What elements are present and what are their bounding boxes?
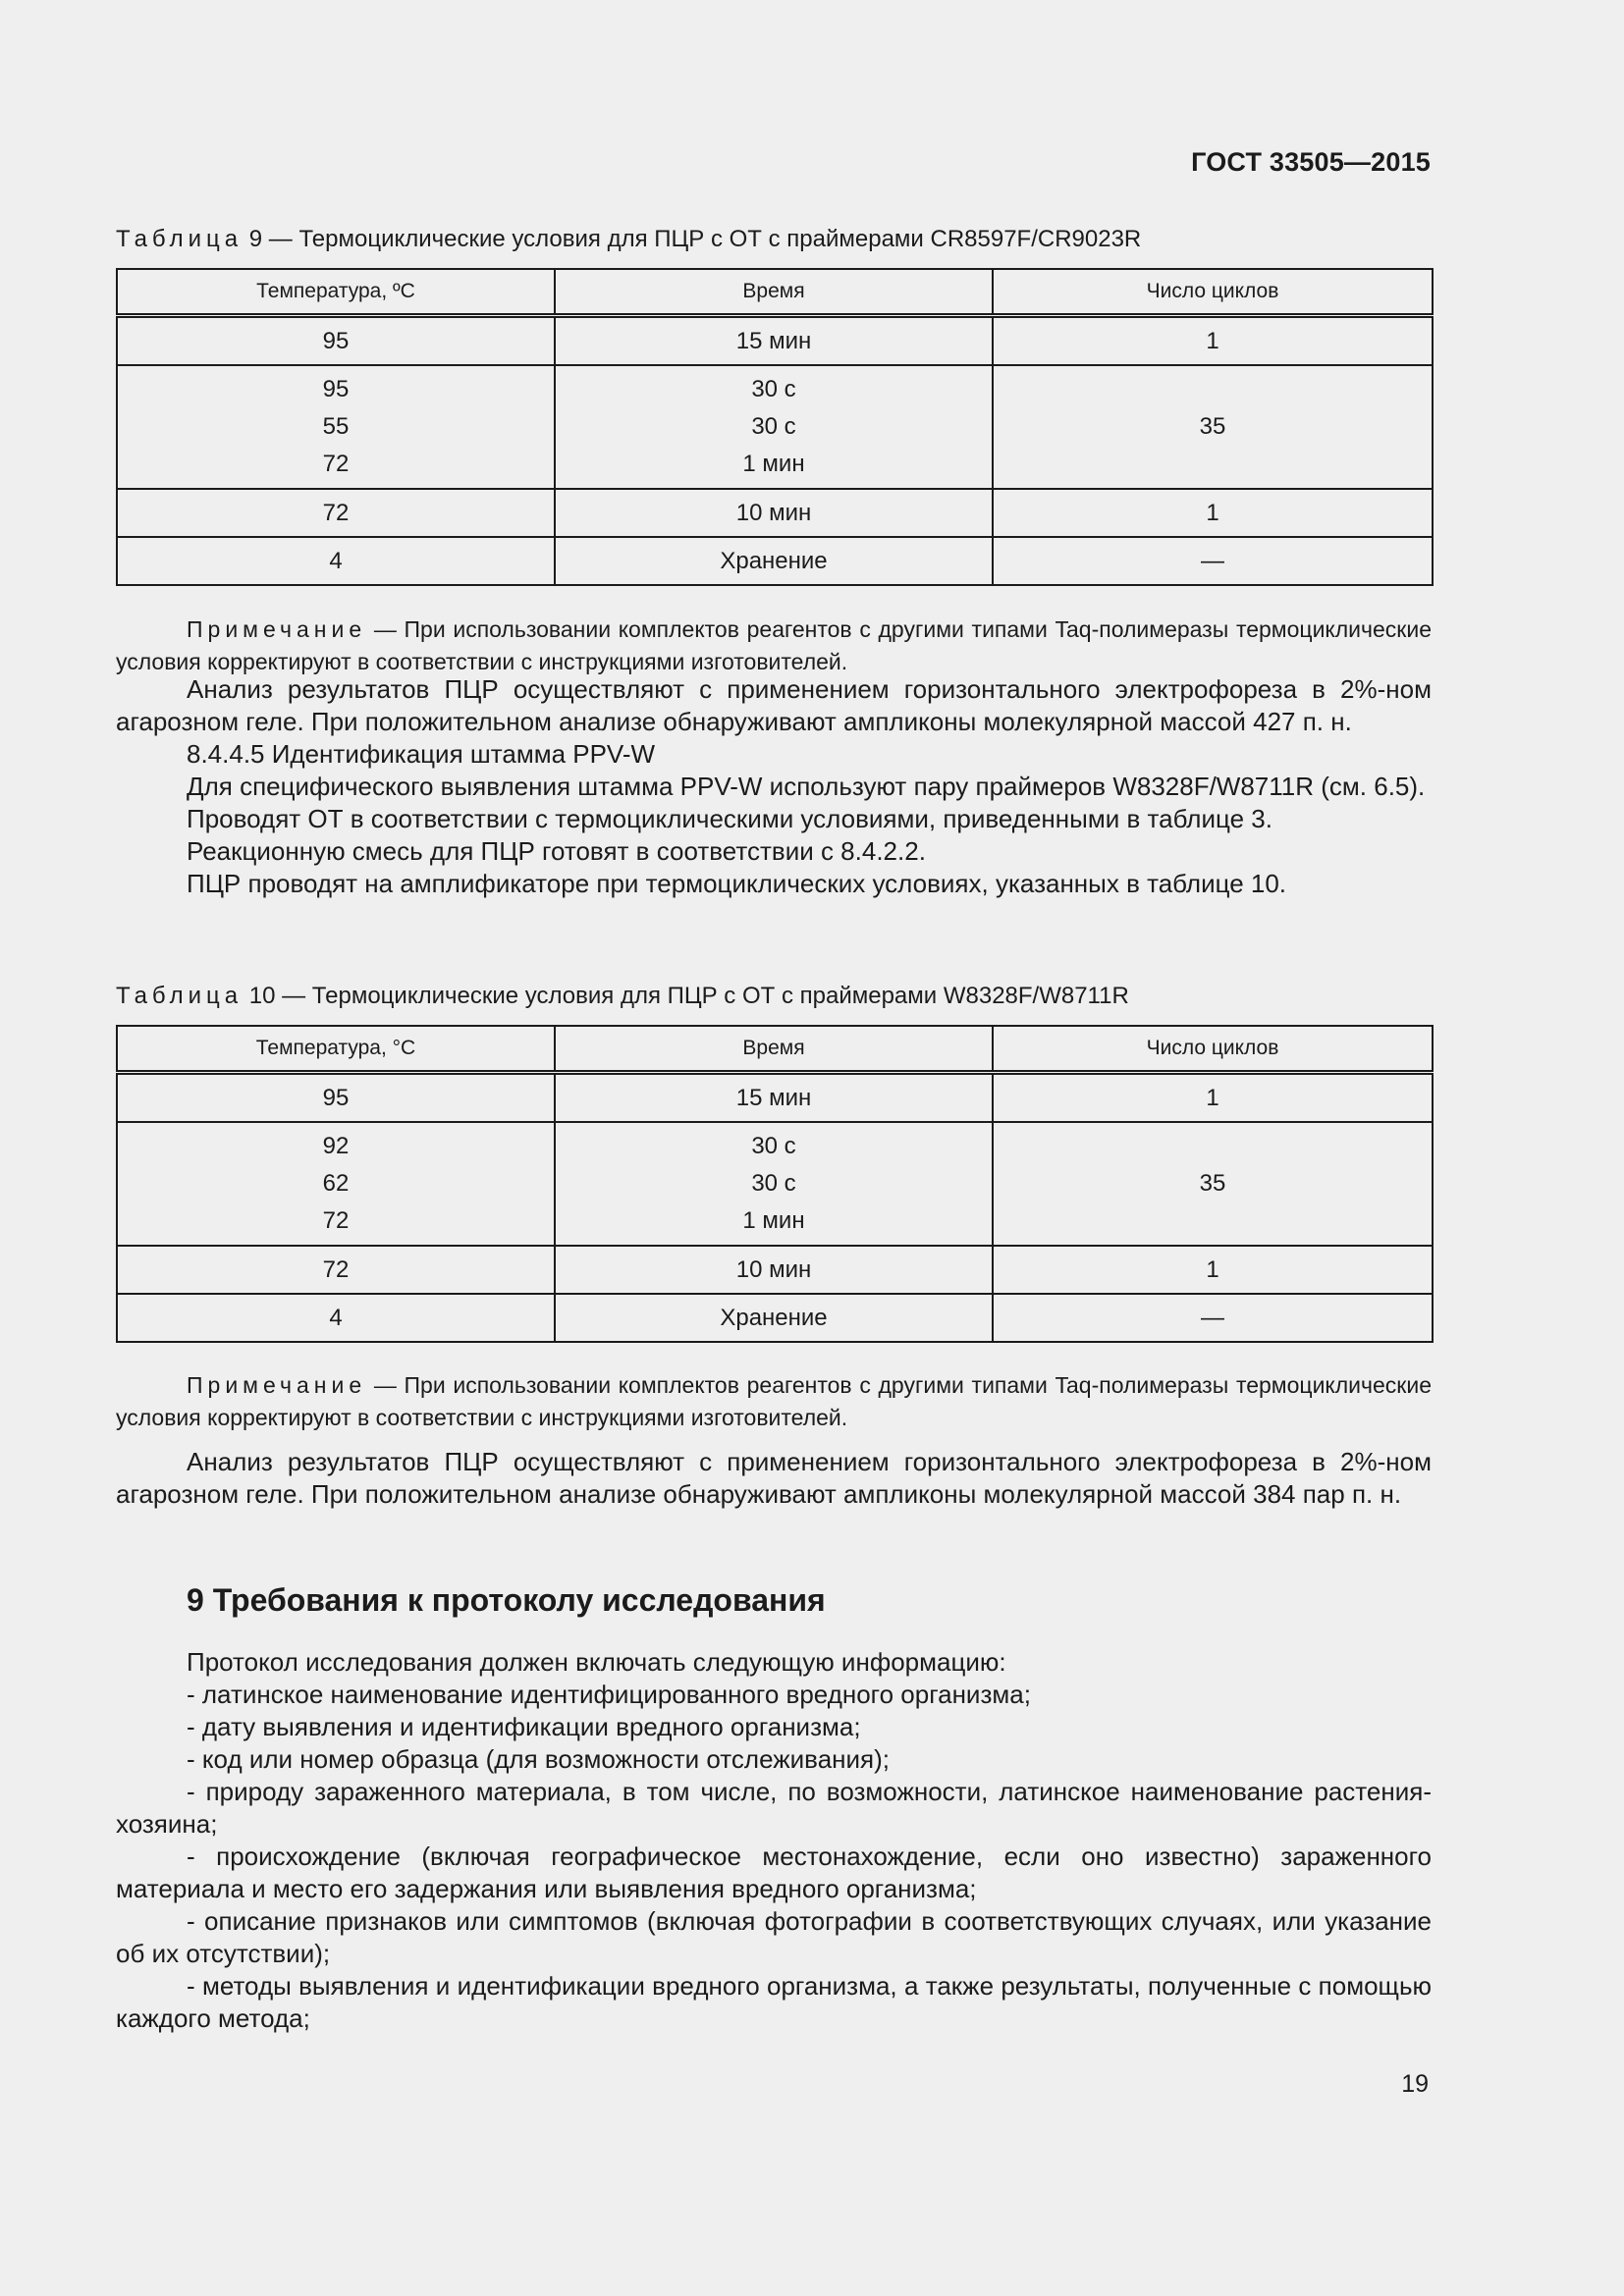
table9-cell-line: 55 (322, 413, 350, 440)
table9-cell: 72 (117, 489, 555, 537)
paragraph: Для специфического выявления штамма PPV-W используют пару праймеров W8328F/W8711R (см. 6.5). (187, 772, 1426, 801)
standard-code: ГОСТ 33505—2015 (1191, 147, 1431, 177)
paragraph: Протокол исследования должен включать следующую информацию: (187, 1647, 1006, 1677)
table10-cell (117, 1122, 555, 1246)
table10-cell: 72 (117, 1246, 555, 1294)
paragraph: ПЦР проводят на амплификаторе при термоциклических условиях, указанных в таблице 10. (187, 869, 1287, 898)
table9-cell: 35 (993, 365, 1433, 489)
table9-cell: 10 мин (555, 489, 993, 537)
table9-cell (555, 365, 993, 489)
table10-cell: 1 (993, 1073, 1433, 1123)
table9-caption-text: 9 — Термоциклические условия для ПЦР с ОТ с праймерами CR8597F/CR9023R (243, 226, 1142, 252)
list-item: - латинское наименование идентифицированного вредного организма; (187, 1680, 1031, 1709)
paragraph: Анализ результатов ПЦР осуществляют с применением горизонтального электрофореза в 2%-ном агарозном геле. При положительном анализе обнаруживают ампликоны молекулярной массой 384 пар п. н. (116, 1447, 1432, 1509)
table9-cell: — (993, 537, 1433, 585)
table9-cell: 15 мин (555, 316, 993, 366)
table10-cell: 4 (117, 1294, 555, 1342)
table10-caption-text: 10 — Термоциклические условия для ПЦР с ОТ с праймерами W8328F/W8711R (243, 983, 1129, 1009)
table10-cell-line: 1 мин (742, 1207, 805, 1234)
list-item: - происхождение (включая географическое местонахождение, если оно известно) зараженного материала и место его задержания или выявления вредного организма; (116, 1842, 1432, 1903)
table10-cell: Хранение (555, 1294, 993, 1342)
table-row (117, 316, 1433, 366)
table9-header-time: Время (555, 269, 993, 316)
table10-cell: — (993, 1294, 1433, 1342)
table10-caption-word: Таблица (116, 983, 244, 1009)
table10-header-temp: Температура, °С (117, 1026, 555, 1073)
note-label: Примечание (187, 1372, 367, 1398)
body-text-2 (116, 1446, 1432, 1511)
table10-cell-line: 30 с (751, 1133, 796, 1159)
paragraph: Анализ результатов ПЦР осуществляют с применением горизонтального электрофореза в 2%-ном агарозном геле. При положительном анализе обнаруживают ампликоны молекулярной массой 427 п. н. (116, 674, 1432, 736)
list-item: - природу зараженного материала, в том числе, по возможности, латинское наименование растения-хозяина; (116, 1777, 1432, 1839)
table9-cell-line: 30 с (751, 413, 796, 440)
table10-cell-line: 30 с (751, 1170, 796, 1197)
table-row (117, 1246, 1433, 1294)
table9-note (116, 614, 1432, 678)
page-number: 19 (1401, 2070, 1429, 2098)
table10-cell: 1 (993, 1246, 1433, 1294)
table9-cell: 1 (993, 489, 1433, 537)
table9 (116, 268, 1434, 586)
paragraph: Реакционную смесь для ПЦР готовят в соответствии с 8.4.2.2. (187, 836, 926, 866)
table9-cell-line: 72 (322, 451, 350, 477)
table10-cell: 10 мин (555, 1246, 993, 1294)
table9-caption (116, 226, 1432, 253)
table9-cell: 4 (117, 537, 555, 585)
table10-cell-line: 92 (322, 1133, 350, 1159)
table-row (117, 489, 1433, 537)
list-item: - дату выявления и идентификации вредного организма; (187, 1712, 861, 1741)
section-heading: 9 Требования к протоколу исследования (187, 1582, 826, 1618)
table9-header-temp: Температура, ºС (117, 269, 555, 316)
list-item: - методы выявления и идентификации вредного организма, а также результаты, полученные с помощью каждого метода; (116, 1971, 1432, 2033)
section9-body (116, 1646, 1432, 2035)
table10-header-time: Время (555, 1026, 993, 1073)
table-row (117, 537, 1433, 585)
table10-header-cycles: Число циклов (993, 1026, 1433, 1073)
table9-cell: 95 (117, 316, 555, 366)
table10 (116, 1025, 1434, 1343)
paragraph: Проводят ОТ в соответствии с термоциклическими условиями, приведенными в таблице 3. (187, 804, 1272, 833)
table9-caption-word: Таблица (116, 226, 244, 252)
table-row (117, 1294, 1433, 1342)
list-item: - код или номер образца (для возможности отслеживания); (187, 1744, 890, 1774)
table9-cell-line: 30 с (751, 376, 796, 402)
note-label: Примечание (187, 616, 367, 642)
table9-cell (117, 365, 555, 489)
table9-cell: Хранение (555, 537, 993, 585)
table10-cell-line: 72 (322, 1207, 350, 1234)
table10-cell (555, 1122, 993, 1246)
subsection-heading: 8.4.4.5 Идентификация штамма PPV-W (187, 739, 656, 769)
body-text-1 (116, 673, 1432, 900)
table10-cell: 15 мин (555, 1073, 993, 1123)
table9-cell: 1 (993, 316, 1433, 366)
note-text: — При использовании комплектов реагентов с другими типами Taq-полимеразы термоциклические условия корректируют в соответствии с инструкциями изготовителей. (116, 616, 1432, 674)
table-row (117, 1073, 1433, 1123)
table9-cell-line: 1 мин (742, 451, 805, 477)
table-row (117, 1122, 1433, 1246)
table10-cell: 35 (993, 1122, 1433, 1246)
table10-cell-line: 62 (322, 1170, 350, 1197)
table10-cell: 95 (117, 1073, 555, 1123)
table9-header-cycles: Число циклов (993, 269, 1433, 316)
table10-note (116, 1369, 1432, 1434)
table10-caption (116, 983, 1432, 1010)
list-item: - описание признаков или симптомов (включая фотографии в соответствующих случаях, или указание об их отсутствии); (116, 1906, 1432, 1968)
table-row (117, 365, 1433, 489)
note-text: — При использовании комплектов реагентов с другими типами Taq-полимеразы термоциклические условия корректируют в соответствии с инструкциями изготовителей. (116, 1372, 1432, 1430)
table9-cell-line: 95 (322, 376, 350, 402)
